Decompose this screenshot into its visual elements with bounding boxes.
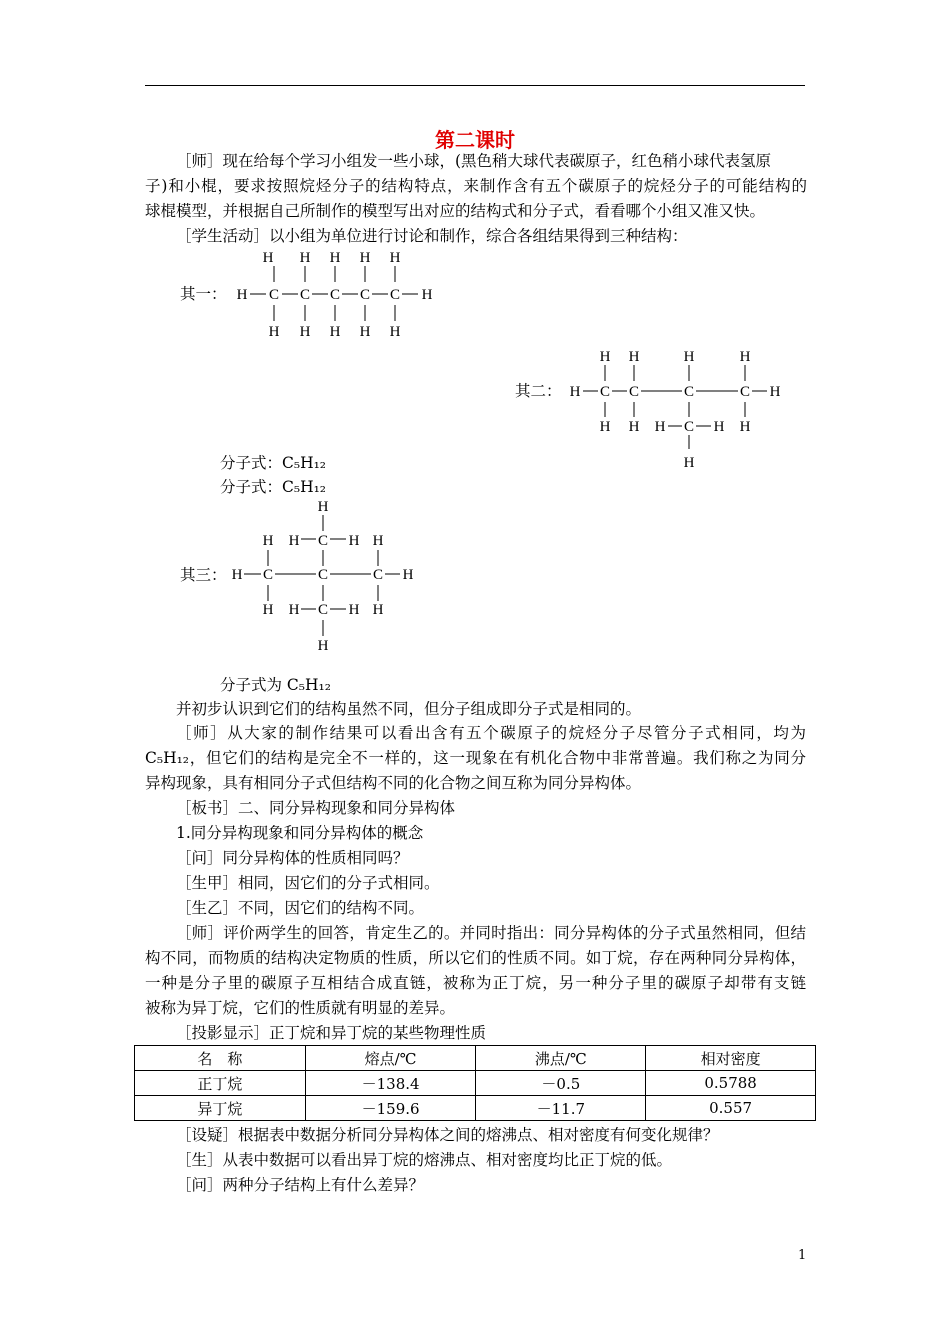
struct3-chain [232, 567, 414, 583]
table-row [135, 1096, 816, 1121]
svg-text:C: C [317, 602, 329, 618]
table-header: 名 称 [135, 1046, 306, 1071]
svg-text:H: H [654, 419, 666, 435]
svg-text:H: H [389, 324, 401, 340]
svg-text:C: C [372, 567, 384, 583]
struct2-formula: 分子式：C₅H₁₂ [220, 478, 327, 496]
svg-text:C: C [268, 287, 280, 303]
svg-text:C: C [359, 287, 371, 303]
svg-text:H: H [683, 455, 695, 471]
svg-text:H: H [348, 602, 360, 618]
para-intro-line-2: 子)和小棍，要求按照烷烃分子的结构特点，来制作含有五个碳原子的烷烃分子的可能结构的 [145, 177, 807, 195]
para-board: ［板书］二、同分异构现象和同分异构体 [176, 799, 456, 817]
struct3-formula: 分子式为 C₅H₁₂ [220, 676, 331, 694]
svg-text:H: H [268, 324, 280, 340]
svg-text:H: H [402, 567, 414, 583]
para-eval-line-2: 构不同，而物质的结构决定物质的性质，所以它们的性质不同。如丁烷，存在两种同分异构体， [145, 949, 806, 967]
table-cell: 异丁烷 [135, 1096, 306, 1121]
para-projection: ［投影显示］正丁烷和异丁烷的某些物理性质 [176, 1024, 487, 1042]
struct2-chain [570, 384, 781, 400]
svg-text:H: H [713, 419, 725, 435]
struct1-bottom-h [269, 324, 401, 340]
svg-text:C: C [389, 287, 401, 303]
svg-text:H: H [231, 567, 243, 583]
svg-text:C: C [683, 419, 695, 435]
svg-text:H: H [372, 533, 384, 549]
svg-text:C: C [317, 533, 329, 549]
header-rule [145, 85, 805, 86]
svg-text:H: H [236, 287, 248, 303]
para-eval-line-1: ［师］评价两学生的回答，肯定生乙的。并同时指出：同分异构体的分子式虽然相同，但结 [176, 924, 806, 942]
para-teacher-line-2: C₅H₁₂，但它们的结构是完全不一样的，这一现象在有机化合物中非常普遍。我们称之为同分 [145, 749, 806, 767]
struct2-bonds [583, 365, 767, 449]
table-cell: 正丁烷 [135, 1071, 306, 1096]
svg-text:H: H [769, 384, 781, 400]
para-student-b: ［生乙］不同，因它们的结构不同。 [176, 899, 425, 917]
table-cell: 0.5788 [646, 1071, 816, 1096]
svg-text:C: C [628, 384, 640, 400]
table-header: 相对密度 [646, 1046, 816, 1071]
table-cell: －11.7 [476, 1096, 646, 1121]
struct1-top-h [263, 250, 401, 266]
para-eval-line-3: 一种是分子里的碳原子互相结合成直链，被称为正丁烷，另一种分子里的碳原子却带有支链 [145, 974, 806, 992]
svg-text:C: C [262, 567, 274, 583]
struct2-diagram [565, 345, 795, 475]
table-header-row [135, 1046, 816, 1071]
svg-text:C: C [299, 287, 311, 303]
page-title: 第二课时 [435, 128, 515, 152]
para-question-2: ［问］两种分子结构上有什么差异？ [176, 1176, 425, 1194]
struct1-chain [237, 287, 433, 303]
para-intro-line-3: 球棍模型，并根据自己所制作的模型写出对应的结构式和分子式，看看哪个小组又准又快。 [145, 202, 766, 220]
para-teacher-line-3: 异构现象，具有相同分子式但结构不同的化合物之间互称为同分异构体。 [145, 774, 642, 792]
para-student-a: ［生甲］相同，因它们的分子式相同。 [176, 874, 440, 892]
svg-text:H: H [599, 349, 611, 365]
svg-text:H: H [389, 250, 401, 266]
para-question: ［问］同分异构体的性质相同吗？ [176, 849, 409, 867]
svg-text:H: H [317, 638, 329, 654]
table-cell: －159.6 [305, 1096, 476, 1121]
struct2-label: 其二： [515, 382, 562, 400]
svg-text:C: C [683, 384, 695, 400]
svg-text:H: H [262, 602, 274, 618]
svg-text:H: H [329, 324, 341, 340]
svg-text:H: H [372, 602, 384, 618]
svg-text:H: H [359, 324, 371, 340]
svg-text:H: H [739, 349, 751, 365]
struct2-bottom-h [600, 419, 751, 471]
struct2-top-h [600, 349, 751, 365]
para-intro-line-1: ［师］现在给每个学习小组发一些小球，(黑色稍大球代表碳原子，红色稍小球代表氢原 [176, 152, 772, 170]
properties-table [134, 1045, 816, 1121]
table-header: 熔点/℃ [305, 1046, 476, 1071]
svg-text:H: H [348, 533, 360, 549]
table-cell: －0.5 [476, 1071, 646, 1096]
struct1-diagram [230, 245, 440, 345]
svg-text:H: H [628, 419, 640, 435]
table-header: 沸点/℃ [476, 1046, 646, 1071]
svg-text:C: C [329, 287, 341, 303]
svg-text:H: H [262, 250, 274, 266]
svg-text:H: H [628, 349, 640, 365]
struct3-label: 其三： [180, 566, 227, 584]
svg-text:H: H [739, 419, 751, 435]
svg-text:H: H [599, 419, 611, 435]
svg-text:H: H [359, 250, 371, 266]
struct1-formula: 分子式：C₅H₁₂ [220, 454, 327, 472]
para-conclusion: 并初步认识到它们的结构虽然不同，但分子组成即分子式是相同的。 [176, 700, 642, 718]
struct3-diagram [228, 495, 428, 655]
svg-text:H: H [317, 499, 329, 515]
page-number: 1 [798, 1248, 807, 1263]
svg-text:H: H [683, 349, 695, 365]
para-teacher-line-1: ［师］从大家的制作结果可以看出含有五个碳原子的烷烃分子尽管分子式相同，均为 [176, 724, 806, 742]
struct1-label: 其一： [180, 285, 227, 303]
svg-text:C: C [739, 384, 751, 400]
para-doubt: ［设疑］根据表中数据分析同分异构体之间的熔沸点、相对密度有何变化规律？ [176, 1126, 719, 1144]
svg-text:C: C [317, 567, 329, 583]
table-cell: 0.557 [646, 1096, 816, 1121]
svg-text:C: C [599, 384, 611, 400]
svg-text:H: H [299, 250, 311, 266]
svg-text:H: H [288, 602, 300, 618]
para-eval-line-4: 被称为异丁烷，它们的性质就有明显的差异。 [145, 999, 456, 1017]
svg-text:H: H [299, 324, 311, 340]
para-concept: 1.同分异构现象和同分异构体的概念 [176, 824, 424, 842]
svg-text:H: H [421, 287, 433, 303]
svg-text:H: H [262, 533, 274, 549]
table-cell: －138.4 [305, 1071, 476, 1096]
para-student-activity: ［学生活动］以小组为单位进行讨论和制作，综合各组结果得到三种结构： [176, 227, 688, 245]
svg-text:H: H [288, 533, 300, 549]
table-row [135, 1071, 816, 1096]
para-student-answer: ［生］从表中数据可以看出异丁烷的熔沸点、相对密度均比正丁烷的低。 [176, 1151, 673, 1169]
svg-text:H: H [329, 250, 341, 266]
svg-text:H: H [569, 384, 581, 400]
